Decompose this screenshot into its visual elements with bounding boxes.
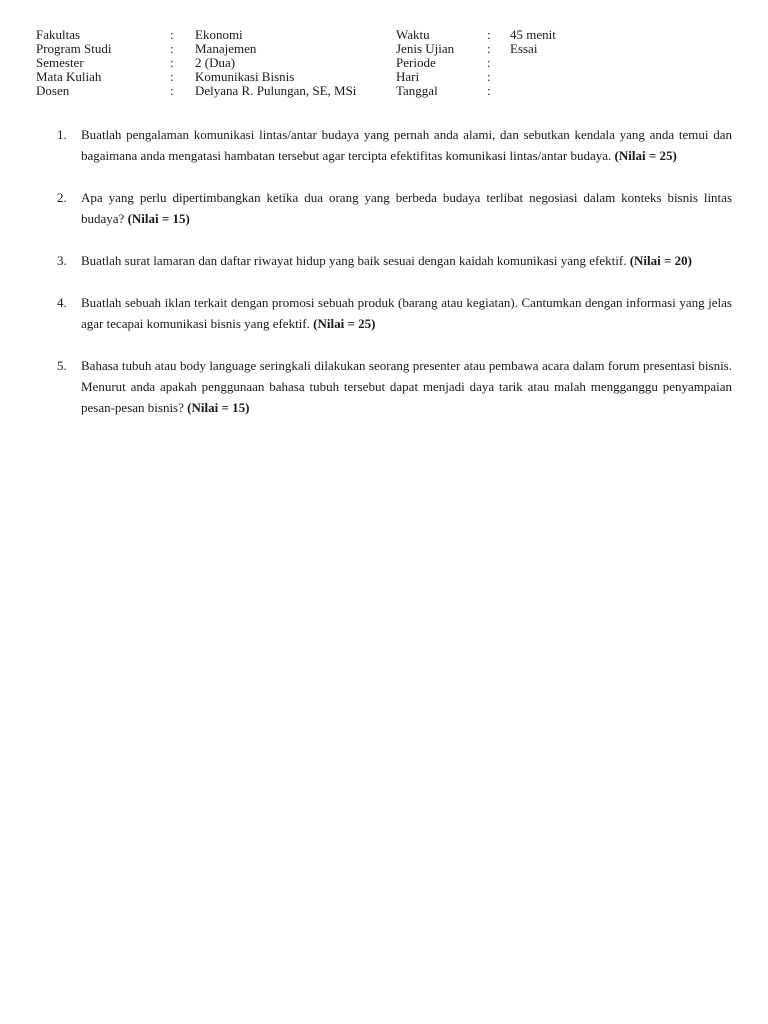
question-score: (Nilai = 20) [629, 253, 693, 268]
header-value: Delyana R. Pulungan, SE, MSi [195, 83, 357, 98]
question-text [81, 250, 732, 271]
header-row-dosen [36, 84, 736, 98]
header-separator: : [487, 69, 491, 84]
header-separator: : [170, 41, 174, 56]
question-body: Buatlah surat lamaran dan daftar riwayat hidup yang baik sesuai dengan kaidah komunikasi yang efektif. [81, 253, 627, 268]
header-label: Dosen [36, 83, 70, 98]
header-value: Ekonomi [195, 27, 243, 42]
header-separator: : [170, 69, 174, 84]
question-item [57, 292, 732, 334]
header-row-fakultas [36, 28, 736, 42]
header-label: Program Studi [36, 41, 112, 56]
exam-header [36, 28, 736, 98]
question-item [57, 355, 732, 418]
question-number: 2. [57, 190, 67, 205]
header-separator: : [170, 27, 174, 42]
question-number: 1. [57, 127, 67, 142]
question-body: Buatlah pengalaman komunikasi lintas/antar budaya yang pernah anda alami, dan sebutkan kendala yang anda temui dan bagaimana anda mengatasi hambatan tersebut agar tercipta efektifitas komunikasi lintas/antar budaya. [81, 127, 732, 163]
question-item [57, 187, 732, 229]
question-text [81, 292, 732, 334]
header-separator: : [170, 83, 174, 98]
header-right-value: Essai [510, 41, 538, 56]
question-text [81, 355, 732, 418]
header-separator: : [487, 41, 491, 56]
header-separator: : [487, 83, 491, 98]
question-text [81, 187, 732, 229]
header-right-label: Waktu [396, 27, 430, 42]
header-right-label: Jenis Ujian [396, 41, 455, 56]
header-label: Mata Kuliah [36, 69, 102, 84]
question-number: 4. [57, 295, 67, 310]
header-separator: : [487, 27, 491, 42]
question-number: 3. [57, 253, 67, 268]
header-right-label: Hari [396, 69, 420, 84]
question-item [57, 124, 732, 166]
header-value: Komunikasi Bisnis [195, 69, 295, 84]
question-score: (Nilai = 15) [127, 211, 190, 226]
header-label: Semester [36, 55, 84, 70]
header-right-label: Periode [396, 55, 436, 70]
question-score: (Nilai = 25) [313, 316, 376, 331]
header-label: Fakultas [36, 27, 81, 42]
question-body: Apa yang perlu dipertimbangkan ketika dua orang yang berbeda budaya terlibat negosiasi dalam konteks bisnis lintas budaya? [81, 190, 732, 226]
header-value: Manajemen [195, 41, 257, 56]
header-row-semester [36, 56, 736, 70]
question-item [57, 250, 732, 271]
question-score: (Nilai = 15) [187, 400, 250, 415]
header-row-program-studi [36, 42, 736, 56]
question-score: (Nilai = 25) [614, 148, 677, 163]
header-separator: : [487, 55, 491, 70]
question-body: Bahasa tubuh atau body language seringkali dilakukan seorang presenter atau pembawa acara dalam forum presentasi bisnis. Menurut anda apakah penggunaan bahasa tubuh tersebut dapat menjadi daya tarik atau malah mengganggu penyampaian pesan-pesan bisnis? [81, 358, 732, 415]
question-body: Buatlah sebuah iklan terkait dengan promosi sebuah produk (barang atau kegiatan). Cantumkan dengan informasi yang jelas agar tecapai komunikasi bisnis yang efektif. [81, 295, 732, 331]
header-separator: : [170, 55, 174, 70]
header-right-value: 45 menit [510, 27, 556, 42]
question-text [81, 124, 732, 166]
question-list [57, 124, 732, 439]
header-row-mata-kuliah [36, 70, 736, 84]
question-number: 5. [57, 358, 67, 373]
header-right-label: Tanggal [396, 83, 438, 98]
header-value: 2 (Dua) [195, 55, 236, 70]
